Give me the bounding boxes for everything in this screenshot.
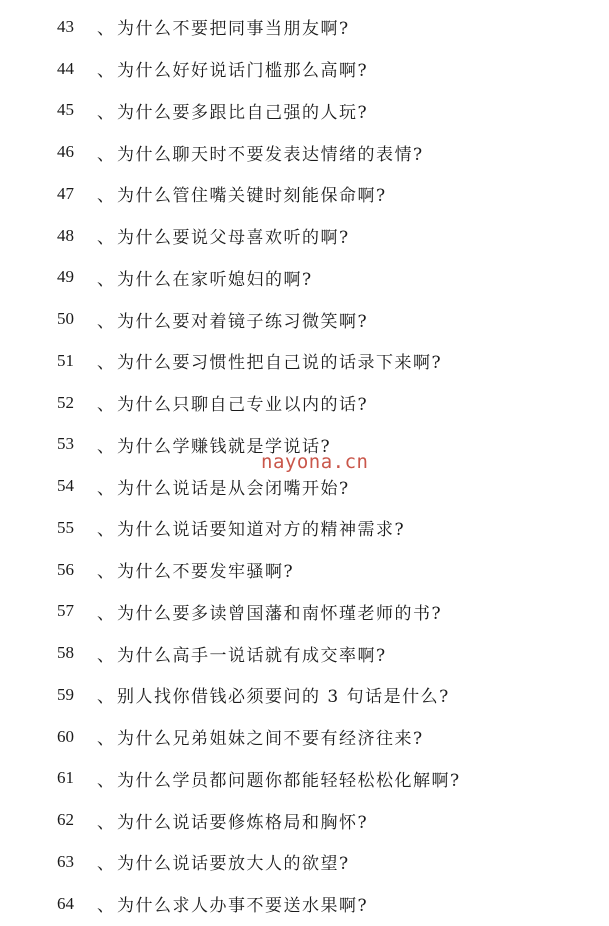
list-item (57, 298, 587, 340)
item-separator: 、 (97, 854, 116, 875)
item-separator: 、 (97, 228, 116, 249)
list-item (57, 591, 587, 633)
item-question-text: 为什么兄弟姐妹之间不要有经济往来? (117, 729, 424, 750)
item-number: 56 (57, 559, 74, 579)
list-item (57, 6, 587, 48)
watermark: nayona.cn (261, 451, 369, 473)
item-separator: 、 (97, 353, 116, 374)
item-number: 64 (57, 893, 74, 913)
item-question-text: 为什么高手一说话就有成交率啊? (117, 645, 387, 666)
item-separator: 、 (97, 436, 116, 457)
item-question-text: 为什么管住嘴关键时刻能保命啊? (117, 186, 387, 207)
list-item (57, 507, 587, 549)
list-item (57, 131, 587, 173)
item-question-text: 为什么说话要放大人的欲望? (117, 854, 350, 875)
item-number: 47 (57, 183, 74, 203)
item-number: 43 (57, 16, 74, 36)
item-separator: 、 (97, 478, 116, 499)
list-item (57, 549, 587, 591)
item-separator: 、 (97, 186, 116, 207)
list-item (57, 48, 587, 90)
item-question-text: 为什么学员都问题你都能轻轻松松化解啊? (117, 770, 461, 791)
item-separator: 、 (97, 311, 116, 332)
item-number: 60 (57, 726, 74, 746)
item-separator: 、 (97, 520, 116, 541)
item-question-text: 为什么说话要知道对方的精神需求? (117, 520, 406, 541)
list-item (57, 758, 587, 800)
item-question-text: 别人找你借钱必须要问的 3 句话是什么? (117, 687, 450, 708)
item-number: 52 (57, 392, 74, 412)
item-question-text: 为什么要多读曾国藩和南怀瑾老师的书? (117, 603, 443, 624)
list-item (57, 215, 587, 257)
list-item (57, 173, 587, 215)
item-question-text: 为什么不要发牢骚啊? (117, 562, 295, 583)
list-item (57, 799, 587, 841)
item-separator: 、 (97, 603, 116, 624)
list-item (57, 632, 587, 674)
item-separator: 、 (97, 770, 116, 791)
item-question-text: 为什么说话是从会闭嘴开始? (117, 478, 350, 499)
item-separator: 、 (97, 687, 116, 708)
item-separator: 、 (97, 896, 116, 917)
item-question-text: 为什么不要把同事当朋友啊? (117, 19, 350, 40)
item-number: 53 (57, 434, 74, 454)
item-number: 46 (57, 142, 74, 162)
item-number: 51 (57, 350, 74, 370)
list-item (57, 841, 587, 883)
item-question-text: 为什么要习惯性把自己说的话录下来啊? (117, 353, 443, 374)
item-separator: 、 (97, 812, 116, 833)
item-question-text: 为什么要说父母喜欢听的啊? (117, 228, 350, 249)
item-separator: 、 (97, 269, 116, 290)
item-number: 57 (57, 601, 74, 621)
list-item (57, 674, 587, 716)
item-question-text: 为什么求人办事不要送水果啊? (117, 896, 369, 917)
list-item (57, 382, 587, 424)
item-question-text: 为什么好好说话门槛那么高啊? (117, 61, 369, 82)
item-number: 63 (57, 851, 74, 871)
item-question-text: 为什么要多跟比自己强的人玩? (117, 102, 369, 123)
item-number: 55 (57, 517, 74, 537)
item-separator: 、 (97, 645, 116, 666)
item-separator: 、 (97, 61, 116, 82)
list-item (57, 90, 587, 132)
item-number: 59 (57, 684, 74, 704)
item-separator: 、 (97, 19, 116, 40)
item-number: 44 (57, 58, 74, 78)
list-item (57, 340, 587, 382)
item-separator: 、 (97, 102, 116, 123)
item-separator: 、 (97, 144, 116, 165)
item-number: 49 (57, 267, 74, 287)
item-separator: 、 (97, 395, 116, 416)
item-number: 45 (57, 100, 74, 120)
item-question-text: 为什么聊天时不要发表达情绪的表情? (117, 144, 424, 165)
item-separator: 、 (97, 729, 116, 750)
list-item (57, 257, 587, 299)
item-question-text: 为什么要对着镜子练习微笑啊? (117, 311, 369, 332)
item-number: 54 (57, 476, 74, 496)
list-item (57, 883, 587, 925)
item-question-text: 为什么只聊自己专业以内的话? (117, 395, 369, 416)
item-question-text: 为什么在家听媳妇的啊? (117, 269, 313, 290)
item-number: 58 (57, 643, 74, 663)
item-number: 50 (57, 309, 74, 329)
list-item (57, 716, 587, 758)
item-number: 61 (57, 768, 74, 788)
item-number: 62 (57, 810, 74, 830)
item-question-text: 为什么说话要修炼格局和胸怀? (117, 812, 369, 833)
item-question-text: 为什么学赚钱就是学说话? (117, 436, 332, 457)
item-number: 48 (57, 225, 74, 245)
item-separator: 、 (97, 562, 116, 583)
